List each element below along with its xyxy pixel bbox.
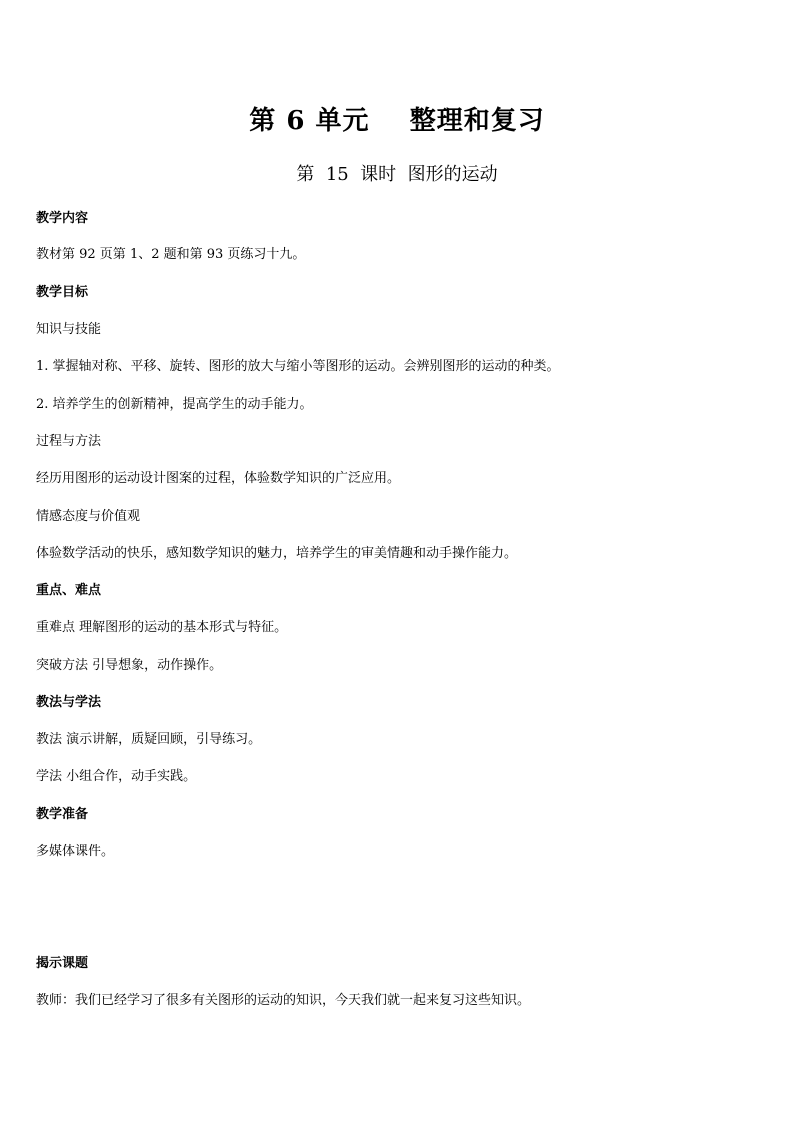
text-goal-1: 1. 掌握轴对称、平移、旋转、图形的放大与缩小等图形的运动。会辨别图形的运动的种类。 (36, 359, 560, 374)
heading-preparation: 教学准备 (36, 807, 89, 822)
text-learning-method: 学法 小组合作，动手实践。 (36, 769, 197, 784)
page-subtitle: 第 15 课时 图形的运动 (296, 164, 498, 185)
text-attitude-detail: 体验数学活动的快乐，感知数学知识的魅力，培养学生的审美情趣和动手操作能力。 (36, 546, 518, 561)
heading-methods: 教法与学法 (36, 695, 102, 710)
text-teaching-method: 教法 演示讲解，质疑回顾，引导练习。 (36, 732, 262, 747)
heading-teaching-content: 教学内容 (36, 211, 89, 226)
text-process-method: 过程与方法 (36, 434, 102, 449)
text-preparation: 多媒体课件。 (36, 844, 115, 859)
heading-teaching-goals: 教学目标 (36, 285, 89, 300)
heading-key-points: 重点、难点 (36, 583, 102, 598)
text-breakthrough: 突破方法 引导想象，动作操作。 (36, 658, 223, 673)
text-goal-2: 2. 培养学生的创新精神，提高学生的动手能力。 (36, 397, 313, 412)
text-process-detail: 经历用图形的运动设计图案的过程，体验数学知识的广泛应用。 (36, 471, 401, 486)
text-teaching-content: 教材第 92 页第 1、2 题和第 93 页练习十九。 (36, 247, 306, 262)
heading-reveal-topic: 揭示课题 (36, 956, 89, 971)
page-title: 第 6 单元 整理和复习 (249, 106, 545, 136)
text-knowledge-skills: 知识与技能 (36, 322, 102, 337)
text-attitude-values: 情感态度与价值观 (36, 509, 141, 524)
text-key-difficulty: 重难点 理解图形的运动的基本形式与特征。 (36, 620, 288, 635)
text-teacher-intro: 教师：我们已经学习了很多有关图形的运动的知识，今天我们就一起来复习这些知识。 (36, 993, 531, 1008)
